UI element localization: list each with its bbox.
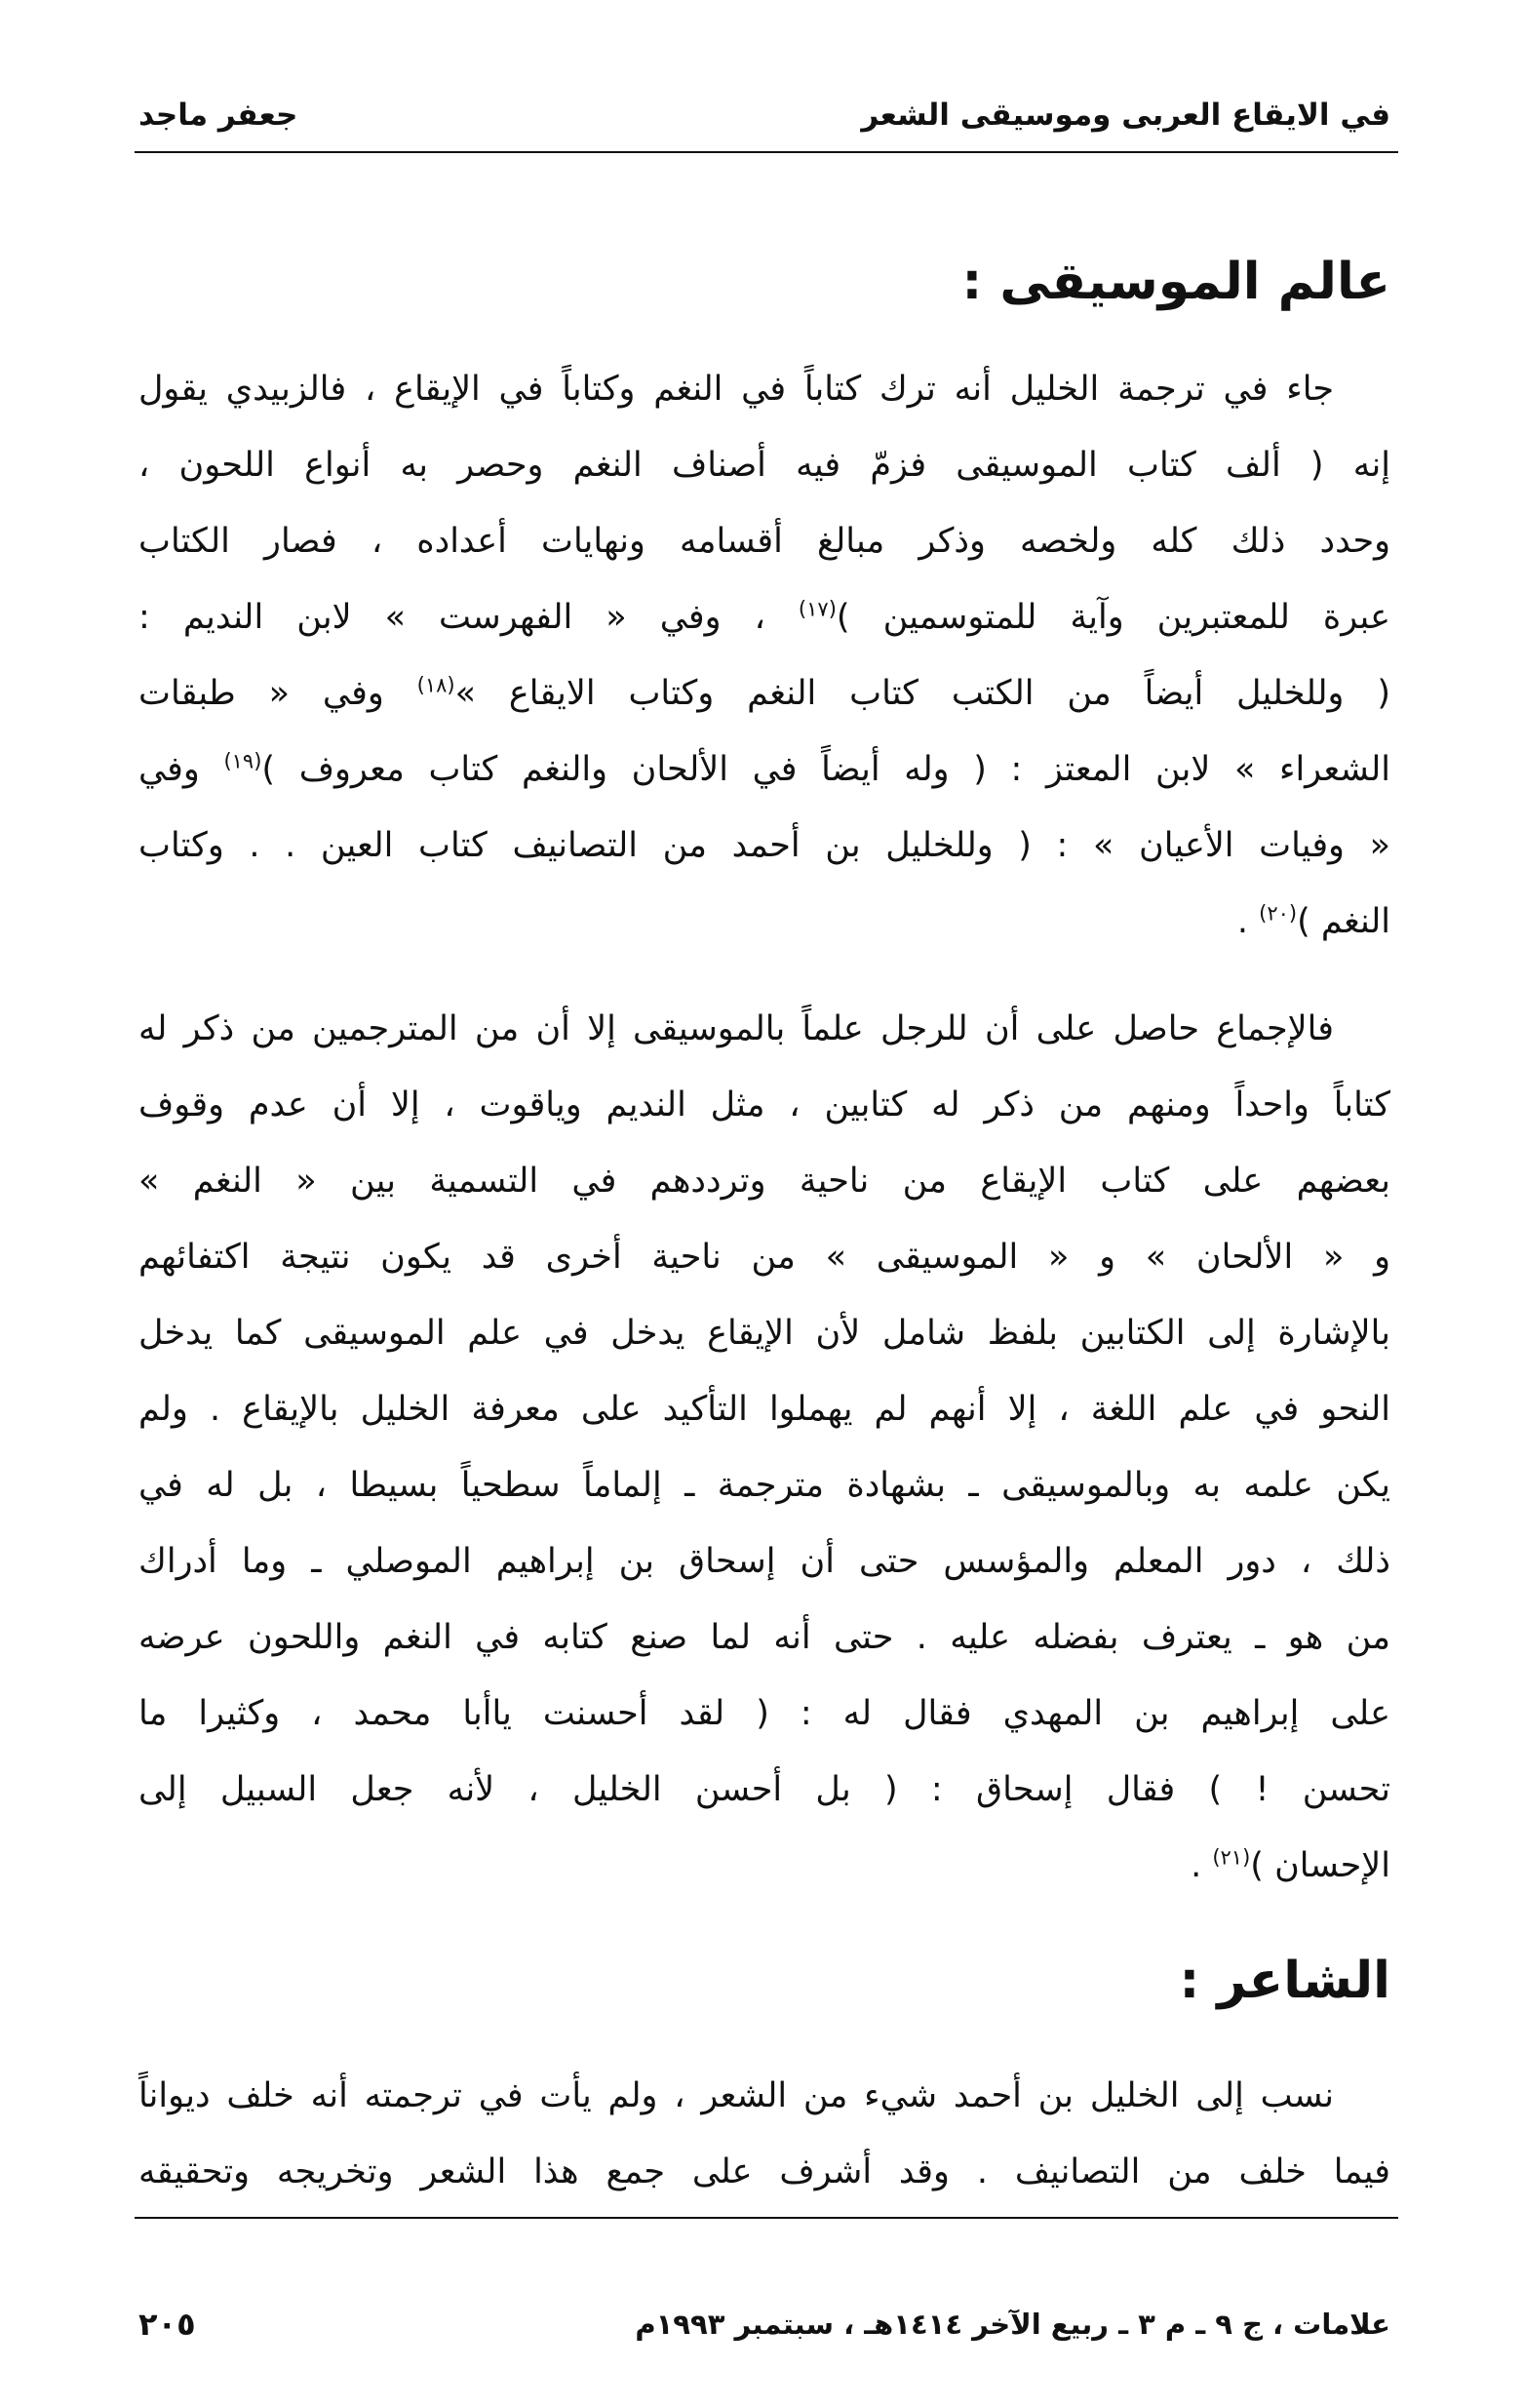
running-title: في الايقاع العربى وموسيقى الشعر	[861, 98, 1390, 133]
text-line	[138, 731, 1390, 808]
footnote-ref: (١٨)	[416, 673, 455, 697]
text-line: النحو في علم اللغة ، إلا أنهم لم يهملوا التأكيد على معرفة الخليل بالإيقاع . ولم	[138, 1390, 1390, 1429]
page-number: ٢٠٥	[138, 2306, 196, 2343]
text-line: جاء في ترجمة الخليل أنه ترك كتاباً في النغم وكتاباً في الإيقاع ، فالزبيدي يقول	[138, 370, 1334, 409]
text-line: بعضهم على كتاب الإيقاع من ناحية وترددهم في التسمية بين « النغم »	[138, 1162, 1390, 1201]
text-line	[138, 655, 1390, 731]
line-text: ، وفي « الفهرست » لابن النديم :	[138, 598, 799, 637]
text-line: بالإشارة إلى الكتابين بلفظ شامل لأن الإيقاع يدخل في علم الموسيقى كما يدخل	[138, 1314, 1390, 1353]
header-rule	[135, 151, 1398, 153]
footer-rule	[135, 2217, 1398, 2219]
line-text: الشعراء » لابن المعتز : ( وله أيضاً في الألحان والنغم كتاب معروف )	[261, 750, 1390, 789]
text-line: إنه ( ألف كتاب الموسيقى فزمّ فيه أصناف النغم وحصر به أنواع اللحون ،	[138, 446, 1390, 485]
paragraph	[138, 351, 1390, 960]
line-text: .	[1236, 902, 1260, 941]
text-line: وحدد ذلك كله ولخصه وذكر مبالغ أقسامه ونهايات أعداده ، فصار الكتاب	[138, 522, 1390, 561]
text-line: تحسن ! ) فقال إسحاق : ( بل أحسن الخليل ، لأنه جعل السبيل إلى	[138, 1770, 1390, 1809]
text-line: فالإجماع حاصل على أن للرجل علماً بالموسيقى إلا أن من المترجمين من ذكر له	[138, 1009, 1334, 1048]
section-heading-music: عالم الموسيقى :	[961, 253, 1390, 311]
footnote-ref: (١٧)	[798, 597, 837, 621]
text-line: ذلك ، دور المعلم والمؤسس حتى أن إسحاق بن إبراهيم الموصلي ـ وما أدراك	[138, 1542, 1390, 1581]
text-line: يكن علمه به وبالموسيقى ـ بشهادة مترجمة ـ إلماماً سطحياً بسيطا ، بل له في	[138, 1466, 1390, 1505]
footnote-ref: (٢٠)	[1259, 901, 1298, 926]
line-text: ( وللخليل أيضاً من الكتب كتاب النغم وكتاب الايقاع »	[454, 674, 1390, 713]
section-heading-poet: الشاعر :	[1179, 1952, 1390, 2010]
line-text: النغم )	[1297, 902, 1390, 941]
text-line	[138, 1828, 1390, 1904]
running-author: جعفر ماجد	[138, 98, 298, 133]
line-text: الإحسان )	[1250, 1846, 1390, 1885]
line-text: وفي « طبقات	[138, 674, 417, 713]
line-text: وفي	[138, 750, 224, 789]
text-line	[138, 884, 1390, 960]
paragraph	[138, 991, 1390, 1904]
text-line: فيما خلف من التصانيف . وقد أشرف على جمع هذا الشعر وتخريجه وتحقيقه	[138, 2152, 1390, 2191]
text-line: كتاباً واحداً ومنهم من ذكر له كتابين ، مثل النديم وياقوت ، إلا أن عدم وقوف	[138, 1086, 1390, 1125]
paragraph	[138, 2058, 1390, 2210]
text-line	[138, 579, 1390, 655]
footnote-ref: (٢١)	[1212, 1845, 1251, 1870]
text-line: من هو ـ يعترف بفضله عليه . حتى أنه لما صنع كتابه في النغم واللحون عرضه	[138, 1618, 1390, 1657]
text-line: نسب إلى الخليل بن أحمد شيء من الشعر ، ولم يأت في ترجمته أنه خلف ديواناً	[138, 2076, 1334, 2115]
text-line: و « الألحان » و « الموسيقى » من ناحية أخرى قد يكون نتيجة اكتفائهم	[138, 1238, 1390, 1277]
text-line: على إبراهيم بن المهدي فقال له : ( لقد أحسنت ياأبا محمد ، وكثيرا ما	[138, 1694, 1390, 1733]
footnote-ref: (١٩)	[223, 749, 262, 773]
line-text: عبرة للمعتبرين وآية للمتوسمين )	[836, 598, 1390, 637]
line-text: .	[1191, 1846, 1213, 1885]
text-line: « وفيات الأعيان » : ( وللخليل بن أحمد من التصانيف كتاب العين . . وكتاب	[138, 826, 1390, 865]
journal-citation: علامات ، ج ٩ ـ م ٣ ـ ربيع الآخر ١٤١٤هـ ، سبتمبر ١٩٩٣م	[635, 2308, 1390, 2341]
